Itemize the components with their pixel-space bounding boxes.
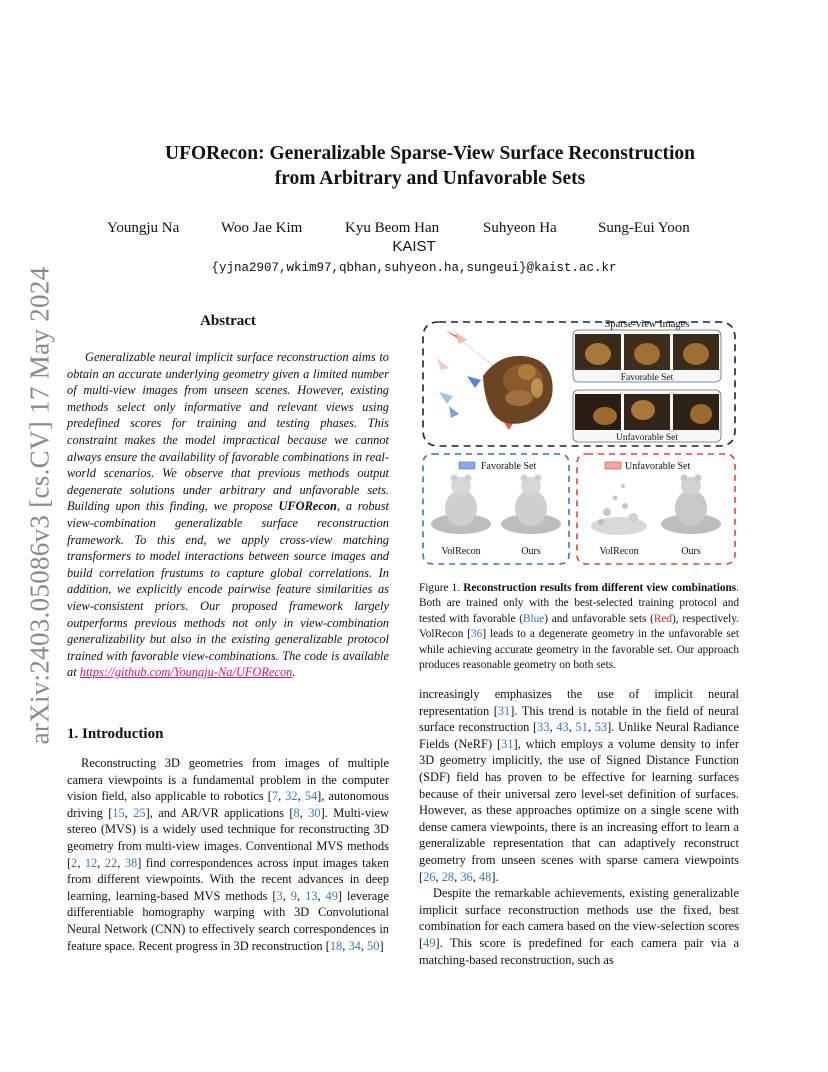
unfavorable-camera-icon bbox=[605, 462, 621, 469]
citation-link[interactable]: 30 bbox=[308, 805, 321, 820]
affiliation: KAIST bbox=[392, 238, 436, 255]
citation-link[interactable]: 22 bbox=[104, 855, 118, 870]
citation-link[interactable]: 8 bbox=[293, 805, 300, 820]
abstract-heading: Abstract bbox=[200, 313, 256, 329]
figure-1-graphic bbox=[419, 314, 739, 572]
ours-label: Ours bbox=[521, 546, 541, 557]
citation-link[interactable]: 31 bbox=[501, 736, 514, 751]
citation-link[interactable]: 34 bbox=[348, 938, 361, 953]
citation-link[interactable]: 9 bbox=[290, 888, 297, 903]
citation-link[interactable]: 2 bbox=[71, 855, 78, 870]
citation-link[interactable]: 7 bbox=[271, 789, 279, 804]
citation-link[interactable]: 28 bbox=[441, 869, 455, 884]
abstract-text: Generalizable neural implicit surface reconstruction aims to obtain an accurate underlying geometry given a limited number of multi-view images from unseen scenes. However, existing methods select only informative and relevant views using predefined scores for training and testing phases. This constraint makes the model impractical because we cannot always ensure the availability of favorable combinations in real-world scenarios. We observe that previous methods output degenerate solutions under arbitrary and unfavorable sets. Building upon this finding, we propose UFORecon, a robust view-combination generalizable surface reconstruction framework. To this end, we apply cross-view matching transformers to model interactions between source images and build correlation frustums to capture global correlations. In addition, we explicitly encode pairwise feature similarities as view-consistent priors. Our proposed framework largely outperforms previous methods not only in view-combination generalizability but also in the existing generalizable protocol trained with favorable view-combinations. The code is available at https://github.com/Youngju-Na/UFORecon. bbox=[67, 350, 390, 680]
paper-title bbox=[100, 141, 760, 191]
code-link[interactable]: https://github.com/Youngju-Na/UFORecon bbox=[79, 665, 293, 680]
unfavorable-image-thumbnails bbox=[575, 394, 719, 430]
ours-unfavorable-mesh bbox=[661, 475, 721, 535]
author-name: Woo Jae Kim bbox=[221, 220, 303, 236]
citation-link[interactable]: 53 bbox=[594, 720, 608, 735]
citation-link[interactable]: 32 bbox=[285, 789, 298, 804]
volrecon-unfavorable-mesh bbox=[591, 484, 647, 535]
citation-link[interactable]: 49 bbox=[325, 888, 338, 903]
author-name: Youngju Na bbox=[107, 220, 180, 236]
figure-1-caption: Figure 1. Reconstruction results from different view combinations. Both are trained only with the best-selected training protocol and tested with favorable (Blue) and unfavorable sets (Red), respectively. VolRecon [36] leads to a degenerate geometry in the unfavorable set while achieving accurate geometry in the favorable set. Our approach produces reasonable geometry on both sets. bbox=[419, 582, 740, 672]
citation-link[interactable]: 13 bbox=[305, 888, 318, 903]
favorable-camera-icon bbox=[459, 462, 475, 469]
favorable-image-thumbnails bbox=[575, 334, 719, 370]
citation-link[interactable]: 49 bbox=[423, 935, 436, 950]
favorable-set-label: Favorable Set bbox=[620, 373, 674, 383]
author-emails: {yjna2907,wkim97,qbhan,suhyeon.ha,sungeui}@kaist.ac.kr bbox=[211, 261, 617, 275]
figure-1 bbox=[419, 314, 739, 572]
citation-link[interactable]: 3 bbox=[276, 888, 283, 903]
citation-link[interactable]: 50 bbox=[367, 938, 380, 953]
citation-link[interactable]: 36 bbox=[471, 628, 483, 641]
citation-link[interactable]: 36 bbox=[460, 869, 473, 884]
volrecon-label: VolRecon bbox=[599, 546, 639, 557]
author-name: Suhyeon Ha bbox=[483, 220, 557, 236]
ours-label: Ours bbox=[681, 546, 701, 557]
citation-link[interactable]: 12 bbox=[84, 855, 98, 870]
section-heading-introduction: 1. Introduction bbox=[67, 726, 164, 742]
citation-link[interactable]: 25 bbox=[133, 805, 146, 820]
author-name: Sung-Eui Yoon bbox=[598, 220, 690, 236]
paragraph: Despite the remarkable achievements, existing generalizable implicit surface reconstruction methods use the fixed, best combination for each camera based on the view-selection scores [49]. This score is predefined for each camera pair via a matching-based reconstruction, such as bbox=[419, 886, 739, 967]
unfavorable-legend: Unfavorable Set bbox=[625, 461, 691, 472]
citation-link[interactable]: 15 bbox=[112, 805, 125, 820]
author-name: Kyu Beom Han bbox=[345, 220, 440, 236]
volrecon-favorable-mesh bbox=[431, 475, 491, 535]
citation-link[interactable]: 54 bbox=[304, 789, 318, 804]
ours-favorable-mesh bbox=[501, 475, 561, 535]
citation-link[interactable]: 33 bbox=[537, 720, 550, 735]
unfavorable-set-label: Unfavorable Set bbox=[616, 433, 678, 443]
arxiv-identifier: arXiv:2403.05086v3 [cs.CV] 17 May 2024 bbox=[24, 266, 55, 744]
citation-link[interactable]: 43 bbox=[556, 720, 569, 735]
title-line-1: UFORecon: Generalizable Sparse-View Surface Reconstruction bbox=[164, 143, 695, 164]
introduction-text: Reconstructing 3D geometries from images of multiple camera viewpoints is a fundamental problem in the computer vision field, also applicable to robotics [7, 32, 54], autonomous driving [15, 25], and AR/VR applications [8, 30]. Multi-view stereo (MVS) is a widely used technique for reconstructing 3D geometry from multi-view images. Conventional MVS methods [2, 12, 22, 38] find correspondences across input images taken from different viewpoints. With the recent advances in deep learning, learning-based MVS methods [3, 9, 13, 49] leverage differentiable homography warping with 3D Convolutional Neural Network (CNN) to effectively search correspondences in feature space. Recent progress in 3D reconstruction [18, 34, 50] bbox=[67, 756, 389, 953]
citation-link[interactable]: 48 bbox=[478, 869, 492, 884]
point-cloud-object bbox=[483, 356, 553, 424]
citation-link[interactable]: 31 bbox=[497, 703, 511, 718]
citation-link[interactable]: 26 bbox=[423, 869, 436, 884]
favorable-legend: Favorable Set bbox=[481, 461, 537, 472]
citation-link[interactable]: 38 bbox=[124, 855, 138, 870]
sparse-view-label: Sparse-view Images bbox=[604, 319, 690, 330]
title-line-2: from Arbitrary and Unfavorable Sets bbox=[274, 168, 586, 189]
right-column-body bbox=[419, 686, 739, 968]
citation-link[interactable]: 51 bbox=[575, 720, 588, 735]
citation-link[interactable]: 18 bbox=[329, 938, 343, 953]
volrecon-label: VolRecon bbox=[441, 546, 481, 557]
paragraph: increasingly emphasizes the use of implicit neural representation [31]. This trend is notable in the field of neural surface reconstruction [33, 43, 51, 53]. Unlike Neural Radiance Fields (NeRF) [31], which employs a volume density to infer 3D geometry implicitly, the use of Signed Distance Function (SDF) field has proven to be effective for learning surfaces because of their universal zero level-set definition of surfaces. However, as these approaches optimize on a single scene with dense camera viewpoints, there is an increasing effort to learn a generalizable representation that can adaptively reconstruct geometry from unseen scenes with sparse camera viewpoints [26, 28, 36, 48]. bbox=[419, 687, 739, 884]
method-name: UFORecon bbox=[278, 499, 337, 514]
